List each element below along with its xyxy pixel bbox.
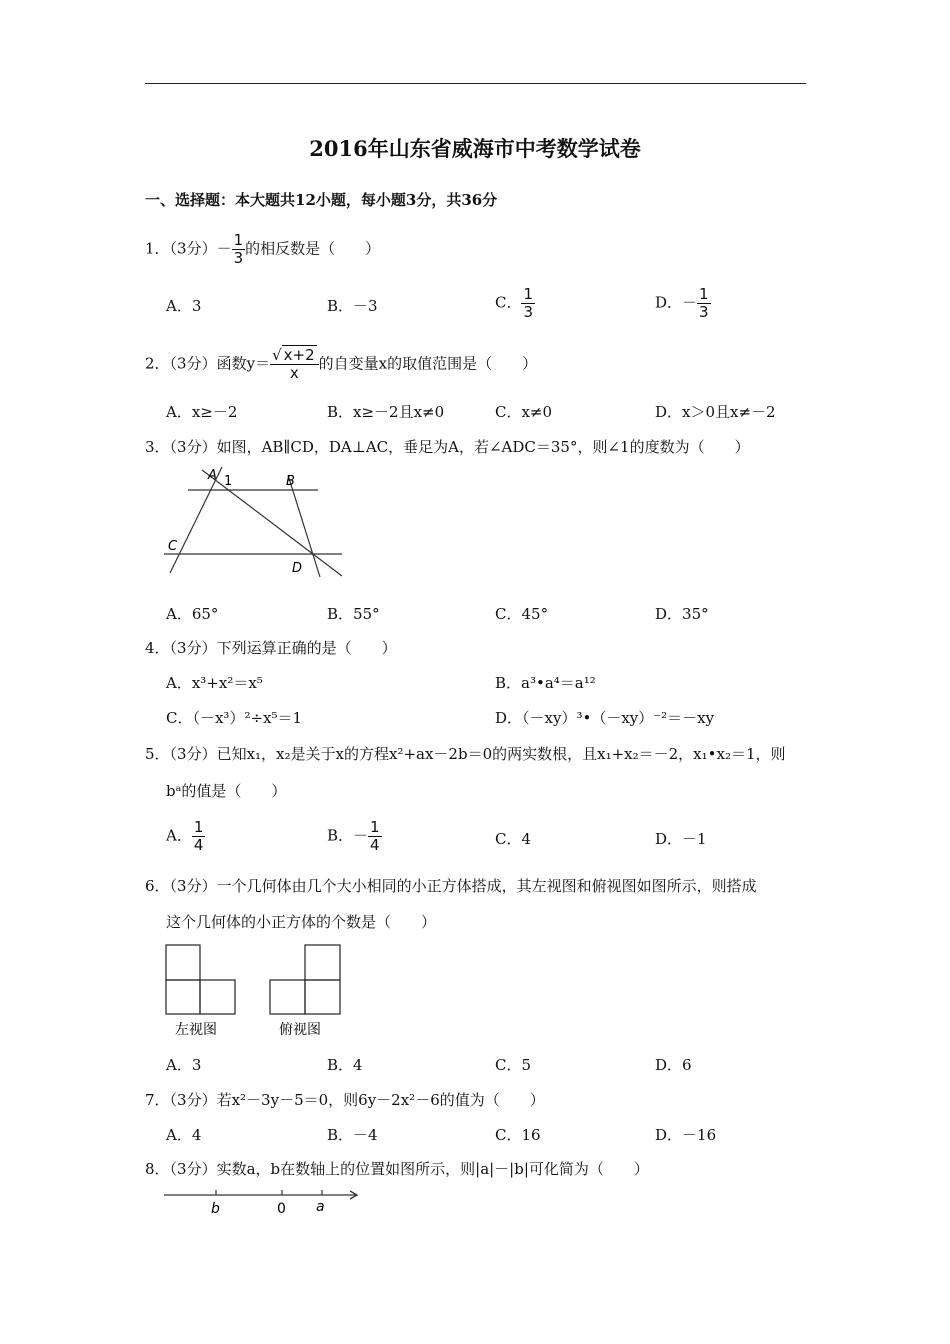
question-6-line-2: 这个几何体的小正方体的个数是（ ） bbox=[166, 913, 437, 931]
question-5-line-2: bᵃ的值是（ ） bbox=[166, 782, 287, 800]
q7-option-b[interactable]: B．－4 bbox=[327, 1126, 378, 1144]
q4-option-d[interactable]: D．（－xy）³•（－xy）⁻²＝－xy bbox=[495, 709, 715, 727]
q5-option-b[interactable]: B．－ $\frac{1}{4}$ bbox=[327, 818, 380, 854]
q3-option-c[interactable]: C．45° bbox=[495, 605, 549, 623]
label-zero: 0 bbox=[277, 1201, 286, 1217]
question-3: 3．（3分）如图，AB∥CD，DA⊥AC，垂足为A，若∠ADC＝35°，则∠1的度数为（ ） bbox=[145, 438, 750, 456]
q6-figure bbox=[160, 940, 350, 1040]
q2-option-d[interactable]: D．x＞0且x≠－2 bbox=[655, 403, 776, 421]
label-a: a bbox=[316, 1199, 325, 1215]
question-7: 7．（3分）若x²－3y－5＝0，则6y－2x²－6的值为（ ） bbox=[145, 1091, 545, 1109]
q4-option-c[interactable]: C．（－x³）²÷x⁵＝1 bbox=[166, 709, 303, 727]
q1-option-a[interactable]: A．3 bbox=[166, 297, 202, 315]
label-b: B bbox=[286, 474, 295, 489]
q7-option-c[interactable]: C．16 bbox=[495, 1126, 541, 1144]
q1-option-c[interactable]: C． $\frac{1}{3}$ bbox=[495, 285, 534, 321]
q4-option-a[interactable]: A．x³+x²＝x⁵ bbox=[166, 674, 263, 692]
question-2: 2．（3分）函数y＝ $\frac{√ x+2}{x}$ 的自变量x的取值范围是（ ） bbox=[145, 346, 538, 382]
q3-option-b[interactable]: B．55° bbox=[327, 605, 380, 623]
q6-option-c[interactable]: C．5 bbox=[495, 1056, 532, 1074]
q2-option-c[interactable]: C．x≠0 bbox=[495, 403, 553, 421]
q2-option-b[interactable]: B．x≥－2且x≠0 bbox=[327, 403, 445, 421]
label-d: D bbox=[292, 561, 303, 576]
q5-option-c[interactable]: C．4 bbox=[495, 830, 532, 848]
label-a: A bbox=[208, 468, 217, 483]
top-view-label: 俯视图 bbox=[279, 1022, 321, 1038]
q8-number-line bbox=[160, 1183, 370, 1219]
q4-option-b[interactable]: B．a³•a⁴＝a¹² bbox=[495, 674, 596, 692]
label-c: C bbox=[168, 539, 178, 554]
left-view-label: 左视图 bbox=[175, 1022, 217, 1038]
question-5-line-1: 5．（3分）已知x₁，x₂是关于x的方程x²+ax－2b＝0的两实数根，且x₁+x₂＝－2，x₁•x₂＝1，则 bbox=[145, 745, 786, 763]
header-rule bbox=[145, 83, 806, 84]
q3-figure bbox=[160, 465, 350, 580]
q6-option-d[interactable]: D．6 bbox=[655, 1056, 692, 1074]
q3-option-a[interactable]: A．65° bbox=[166, 605, 219, 623]
question-4: 4．（3分）下列运算正确的是（ ） bbox=[145, 639, 397, 657]
section-heading: 一、选择题：本大题共12小题，每小题3分，共36分 bbox=[145, 191, 498, 209]
q5-option-a[interactable]: A． $\frac{1}{4}$ bbox=[166, 818, 204, 854]
question-1: 1．（3分）－ $\frac{1}{3}$ 的相反数是（ ） bbox=[145, 231, 381, 267]
fraction: $\frac{1}{3}$ bbox=[233, 231, 244, 267]
q1-option-b[interactable]: B．－3 bbox=[327, 297, 378, 315]
fraction: $\frac{√ x+2}{x}$ bbox=[270, 347, 319, 382]
q3-option-d[interactable]: D．35° bbox=[655, 605, 709, 623]
q2-option-a[interactable]: A．x≥－2 bbox=[166, 403, 238, 421]
q1-option-d[interactable]: D．－ $\frac{1}{3}$ bbox=[655, 285, 709, 321]
question-6-line-1: 6．（3分）一个几何体由几个大小相同的小正方体搭成，其左视图和俯视图如图所示，则搭成 bbox=[145, 877, 757, 895]
q6-option-a[interactable]: A．3 bbox=[166, 1056, 202, 1074]
q7-option-a[interactable]: A．4 bbox=[166, 1126, 202, 1144]
label-b: b bbox=[211, 1201, 220, 1217]
q5-option-d[interactable]: D．－1 bbox=[655, 830, 707, 848]
q7-option-d[interactable]: D．－16 bbox=[655, 1126, 717, 1144]
label-angle-1: 1 bbox=[224, 474, 233, 489]
question-8: 8．（3分）实数a，b在数轴上的位置如图所示，则|a|－|b|可化简为（ ） bbox=[145, 1160, 649, 1178]
page-title: 2016年山东省威海市中考数学试卷 bbox=[309, 136, 641, 161]
q6-option-b[interactable]: B．4 bbox=[327, 1056, 363, 1074]
